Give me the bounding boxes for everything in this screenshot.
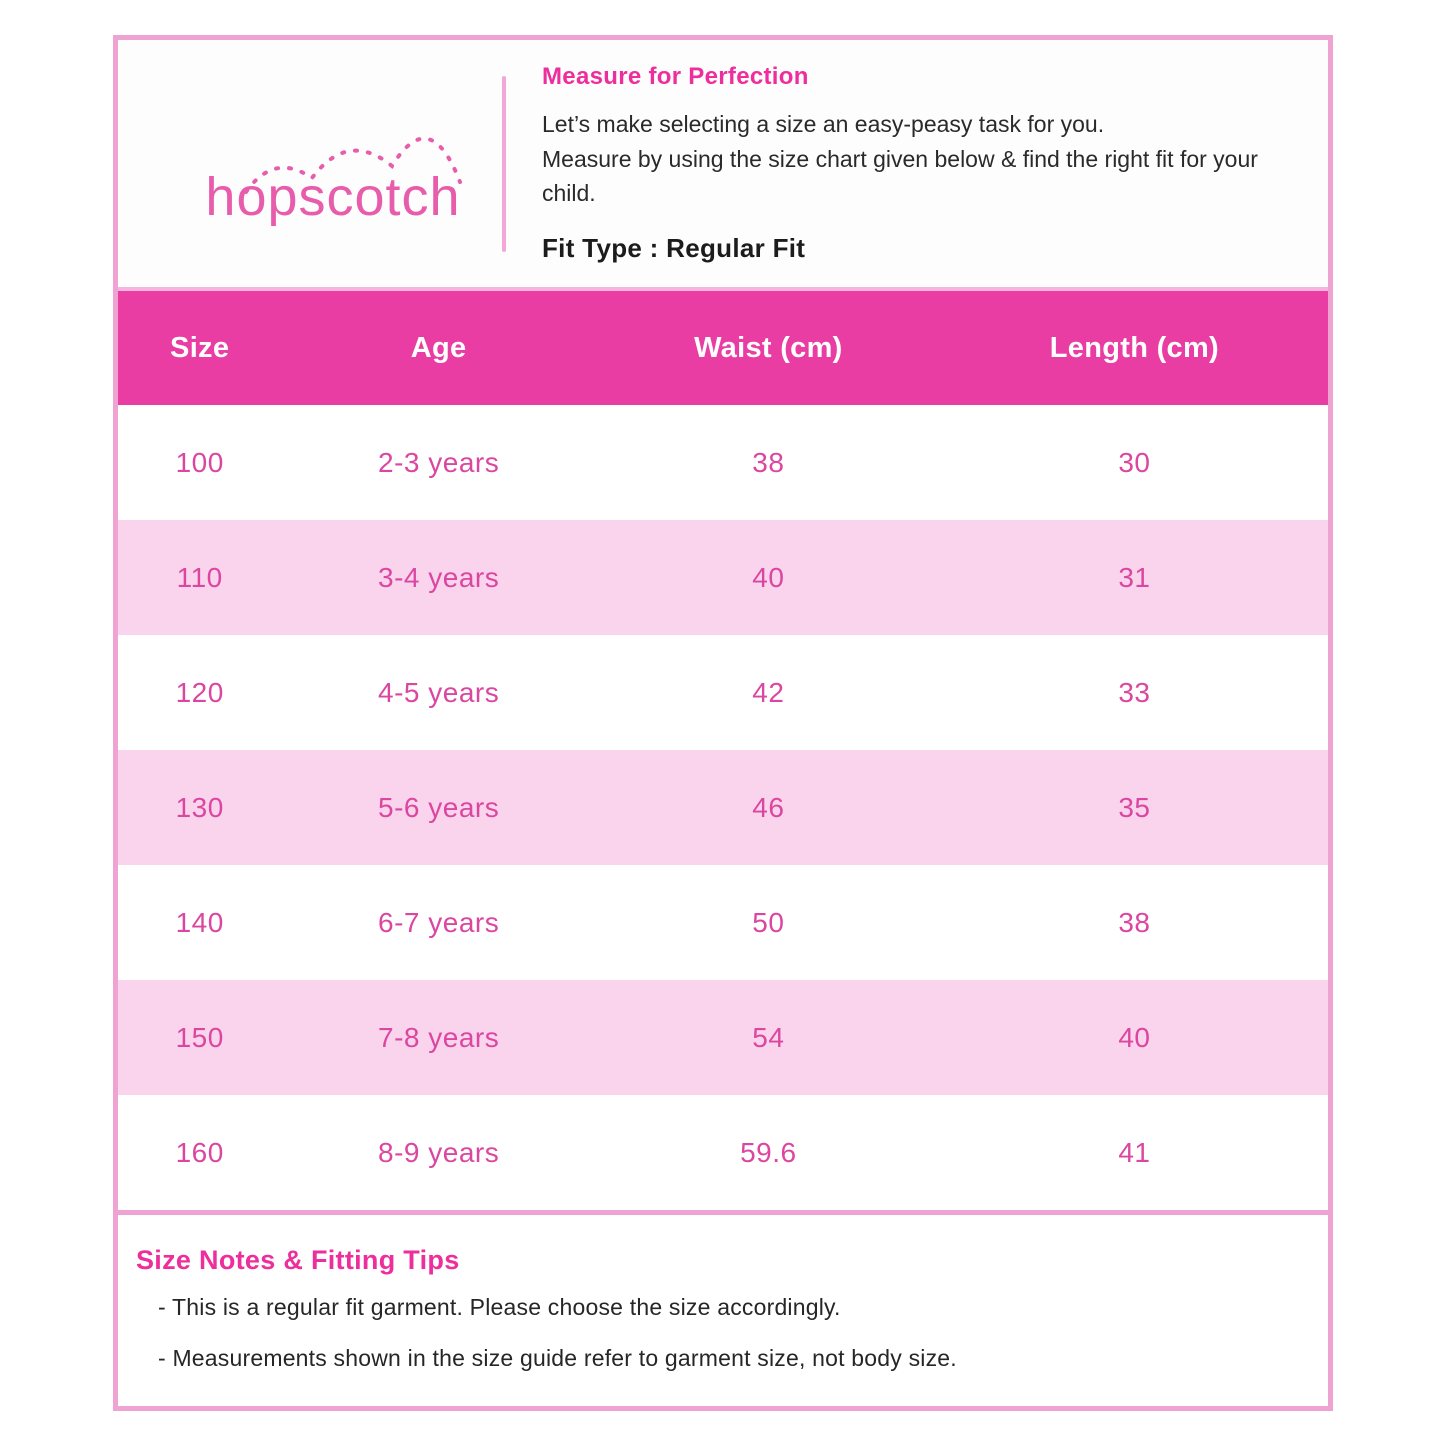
waist-cell: 54 — [596, 980, 941, 1095]
waist-cell: 46 — [596, 750, 941, 865]
age-cell: 7-8 years — [281, 980, 596, 1095]
table-row — [118, 635, 1328, 750]
fit-type-label: Fit Type : Regular Fit — [542, 232, 806, 263]
length-cell: 40 — [941, 980, 1328, 1095]
size-cell: 160 — [175, 1136, 224, 1168]
age-cell: 4-5 years — [378, 676, 500, 708]
age-cell: 5-6 years — [281, 750, 596, 865]
table-row — [118, 980, 1328, 1095]
size-cell: 120 — [175, 676, 224, 708]
length-cell: 33 — [1118, 676, 1151, 708]
notes-title: Size Notes & Fitting Tips — [136, 1245, 460, 1275]
waist-cell: 42 — [752, 676, 785, 708]
intro-text-block — [506, 63, 1328, 264]
size-cell: 130 — [118, 750, 281, 865]
brand-intro-section — [118, 40, 1328, 291]
waist-cell: 40 — [596, 520, 941, 635]
intro-line-1: Let’s make selecting a size an easy-peasy task for you. — [542, 111, 1105, 138]
column-header-length: Length (cm) — [941, 291, 1328, 405]
table-row — [118, 520, 1328, 635]
length-cell: 38 — [1118, 906, 1151, 938]
size-table — [118, 291, 1328, 1210]
table-row — [118, 405, 1328, 520]
intro-line-2: Measure by using the size chart given below & find the right fit for your child. — [542, 145, 1258, 207]
note-item: - Measurements shown in the size guide refer to garment size, not body size. — [158, 1345, 957, 1371]
length-cell: 31 — [941, 520, 1328, 635]
age-cell: 3-4 years — [281, 520, 596, 635]
table-row — [118, 1095, 1328, 1210]
waist-cell: 50 — [752, 906, 785, 938]
note-item: - This is a regular fit garment. Please choose the size accordingly. — [158, 1294, 841, 1320]
age-cell: 6-7 years — [378, 906, 500, 938]
table-row — [118, 750, 1328, 865]
size-cell: 100 — [175, 446, 224, 478]
size-chart-card — [113, 35, 1333, 1411]
intro-heading: Measure for Perfection — [542, 63, 809, 91]
size-cell: 110 — [118, 520, 281, 635]
waist-cell: 59.6 — [740, 1136, 797, 1168]
table-row — [118, 865, 1328, 980]
brand-logo — [168, 104, 498, 227]
age-cell: 2-3 years — [378, 446, 500, 478]
table-header-row — [118, 291, 1328, 405]
column-header-size: Size — [118, 291, 281, 405]
size-cell: 150 — [118, 980, 281, 1095]
size-cell: 140 — [175, 906, 224, 938]
length-cell: 30 — [1118, 446, 1151, 478]
length-cell: 35 — [941, 750, 1328, 865]
column-header-age: Age — [281, 291, 596, 405]
waist-cell: 38 — [752, 446, 785, 478]
size-notes-section — [118, 1210, 1328, 1406]
column-header-waist: Waist (cm) — [596, 291, 941, 405]
logo-text: hopscotch — [205, 166, 461, 227]
age-cell: 8-9 years — [378, 1136, 500, 1168]
length-cell: 41 — [1118, 1136, 1151, 1168]
